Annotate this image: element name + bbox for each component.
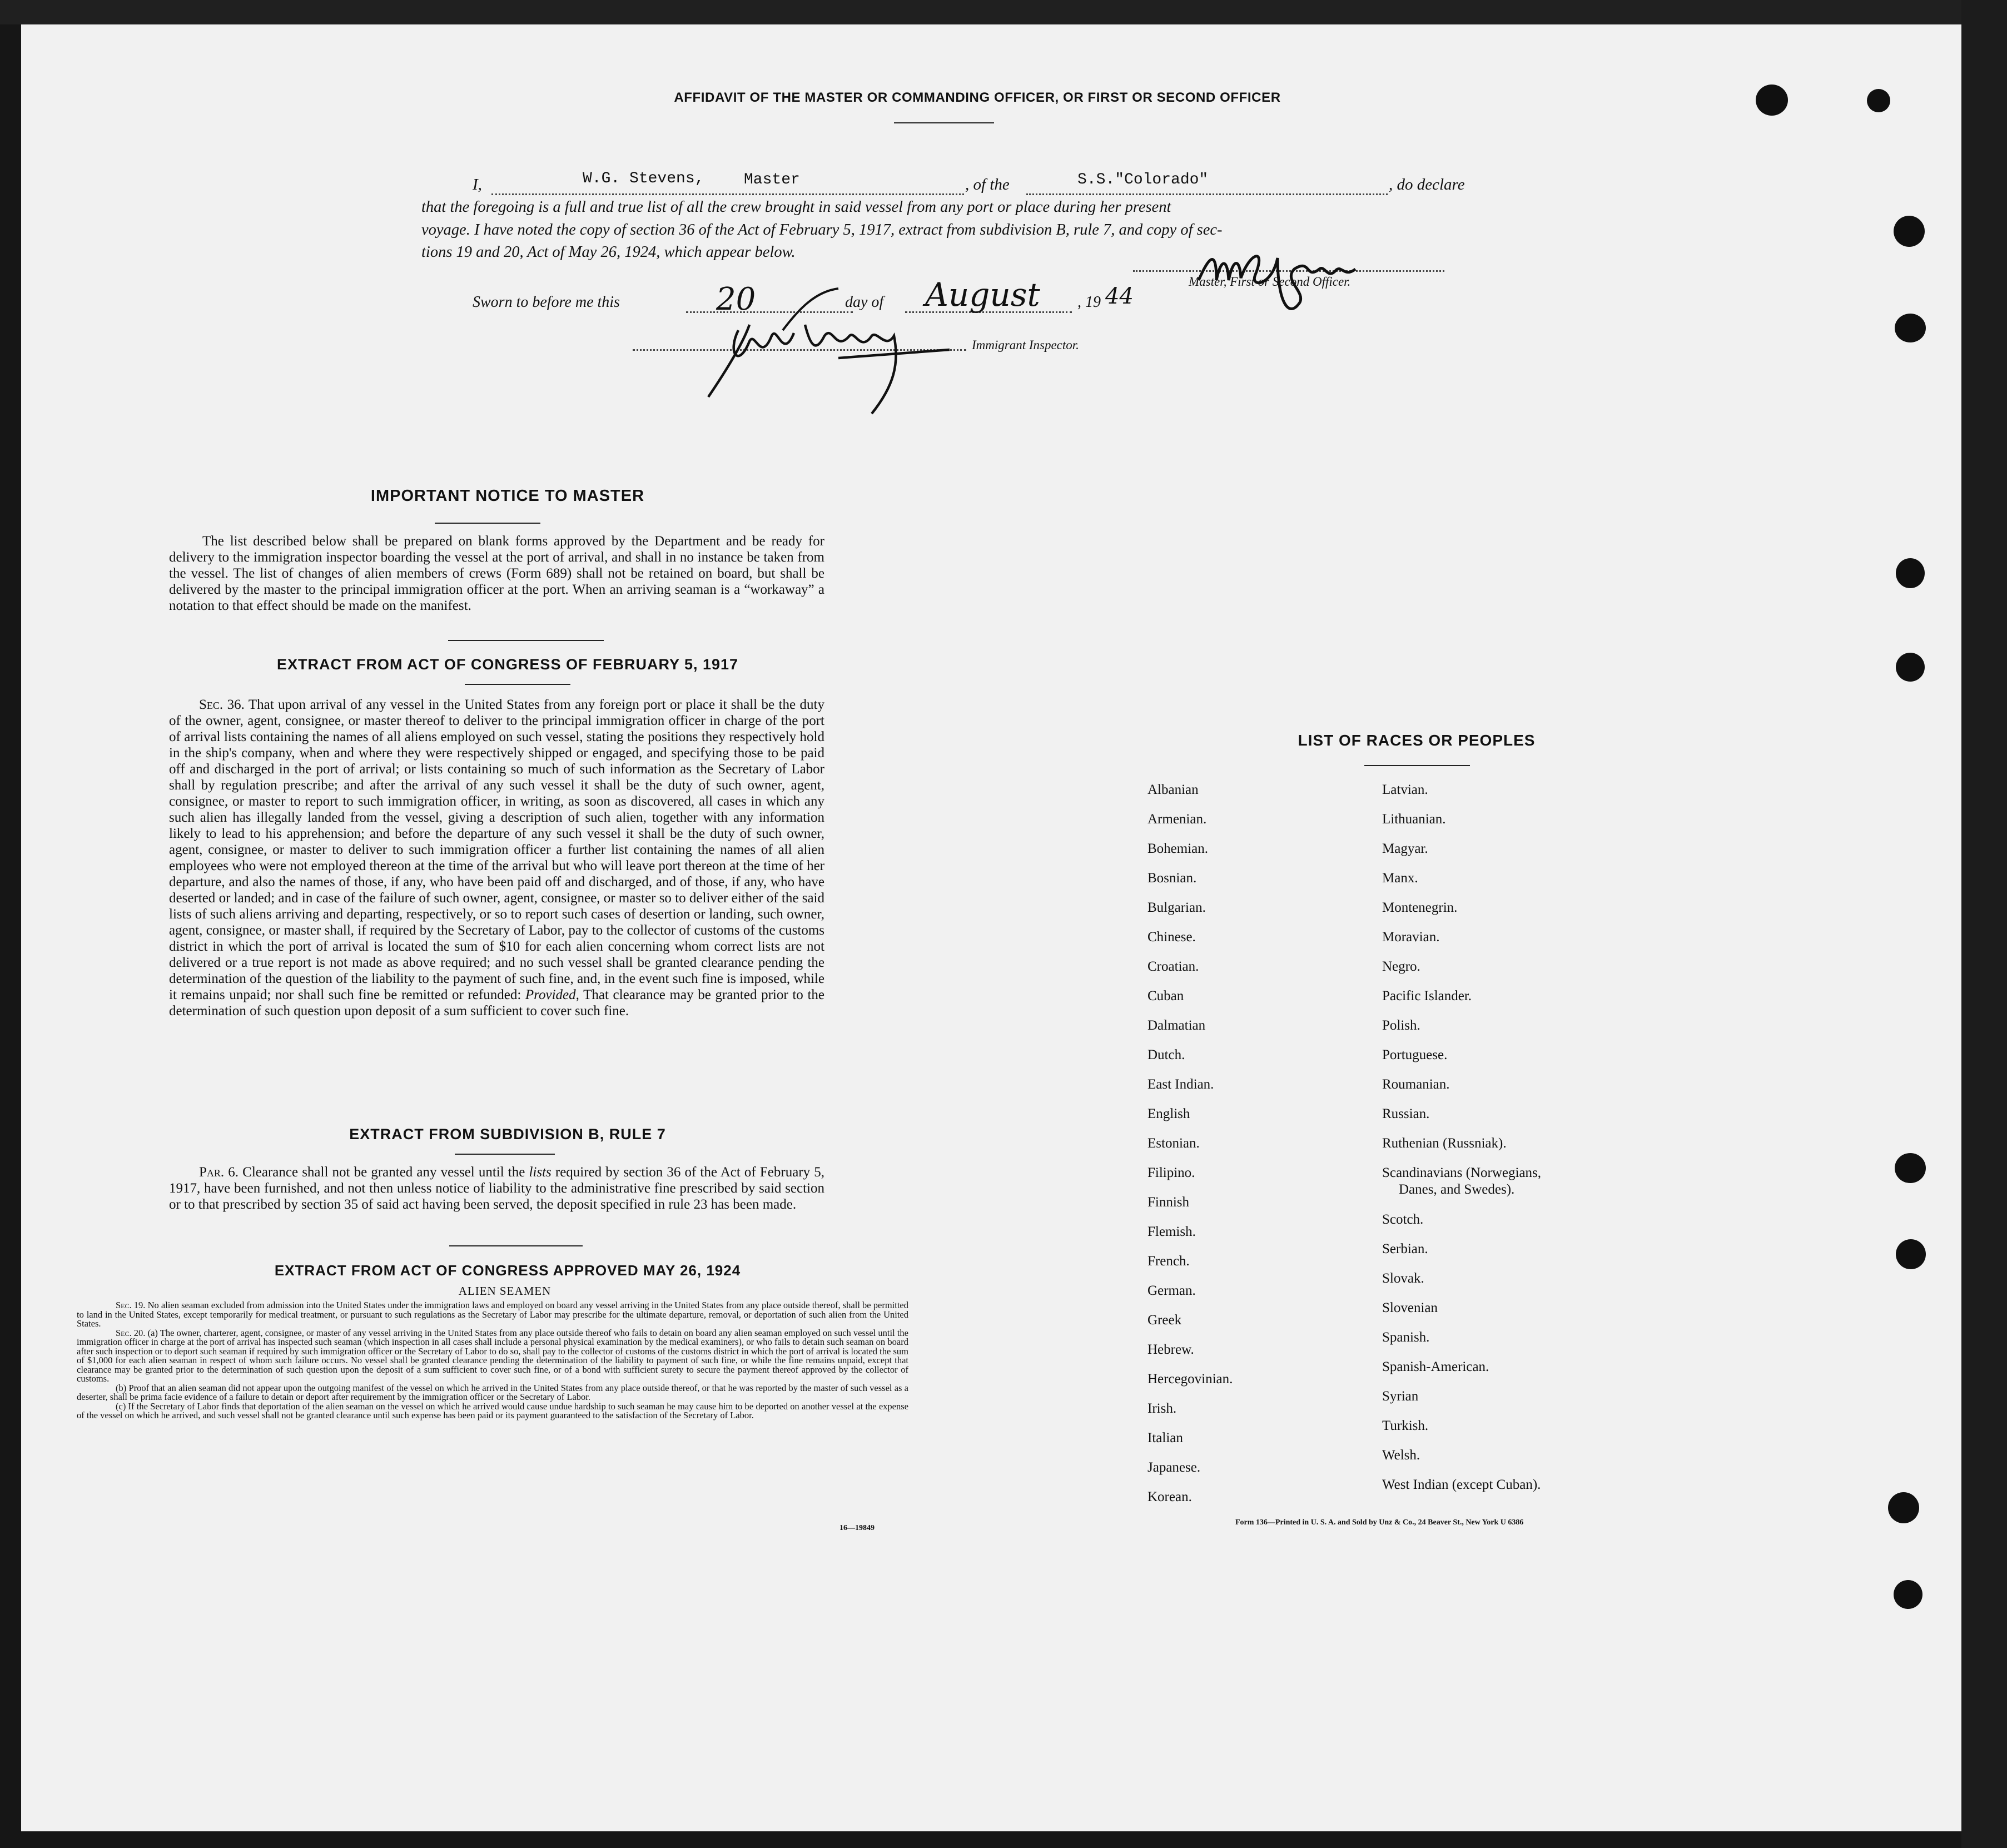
race-item: Negro. xyxy=(1382,959,1420,974)
race-item: Bulgarian. xyxy=(1147,900,1206,915)
sec-20a-paragraph xyxy=(77,1329,908,1384)
race-item: Filipino. xyxy=(1147,1165,1195,1180)
race-item: Roumanian. xyxy=(1382,1077,1450,1092)
race-item: Dalmatian xyxy=(1147,1018,1206,1033)
sec-36-provided: Provided, xyxy=(525,987,579,1002)
rule7-title-rule xyxy=(455,1154,555,1155)
sworn-month: August xyxy=(925,276,1040,314)
notice-end-rule xyxy=(448,640,604,641)
races-title: LIST OF RACES OR PEOPLES xyxy=(1298,732,1536,749)
rule7-text xyxy=(169,1164,824,1213)
form-code: 16—19849 xyxy=(839,1524,875,1532)
rule7-title: EXTRACT FROM SUBDIVISION B, RULE 7 xyxy=(349,1126,666,1142)
vessel-name: S.S."Colorado" xyxy=(1077,171,1209,188)
race-item: West Indian (except Cuban). xyxy=(1382,1477,1541,1492)
race-item: Manx. xyxy=(1382,871,1418,886)
race-item: Russian. xyxy=(1382,1106,1430,1121)
race-item: Montenegrin. xyxy=(1382,900,1458,915)
race-item: Bohemian. xyxy=(1147,841,1209,856)
race-item: Dutch. xyxy=(1147,1047,1185,1062)
sec-36-end: That clearance may be granted prior to the determination of such question upon deposit of a sum sufficient to cover such fine. xyxy=(169,987,824,1019)
race-item: Turkish. xyxy=(1382,1418,1429,1433)
punch-hole xyxy=(1894,216,1925,247)
sec-20a-body: (a) The owner, charterer, agent, consignee, or master of any vessel arriving in the United States from any place outside thereof who fails to detain on board any alien seaman employed on such vessel until the immigration officer in charge at the port of arrival has inspected such seaman (which inspection in all cases shall include a personal physical examination by the medical examiners), or who fails to detain such seaman on board after such inspection or to deport such seaman if required by such immigration officer or the Secretary of Labor to do so, shall pay to the collector of customs of the customs district in which the port of arrival is located the sum of $1,000 for each alien seaman in respect of whom such failure occurs. No vessel shall be granted clearance pending the determination of the liability to payment of such fine, or while the fine remains unpaid, except that clearance may be granted prior to the determination of such question upon the deposit of a sum sufficient to cover such fine, or of a bond with sufficient surety to secure the payment thereof approved by the collector of customs. xyxy=(77,1327,908,1384)
inspector-signature xyxy=(705,308,966,419)
race-item: Cuban xyxy=(1147,988,1184,1004)
extract-1924-subtitle: ALIEN SEAMEN xyxy=(458,1284,552,1298)
extract-1917-title-rule xyxy=(465,684,570,685)
race-item: Slovenian xyxy=(1382,1300,1438,1315)
document-page xyxy=(21,24,1961,1831)
race-item: Danes, and Swedes). xyxy=(1399,1182,1515,1197)
affidavit-title: AFFIDAVIT OF THE MASTER OR COMMANDING OFFICER, OR FIRST OR SECOND OFFICER xyxy=(674,90,1281,105)
race-item: Korean. xyxy=(1147,1489,1192,1504)
punch-hole xyxy=(1867,89,1890,112)
par-6-body-a: Clearance shall not be granted any vessel until the xyxy=(242,1165,525,1180)
race-item: Polish. xyxy=(1382,1018,1420,1033)
race-item: Greek xyxy=(1147,1313,1182,1328)
sworn-label: Sworn to before me this xyxy=(473,294,620,311)
scan-right-border xyxy=(1961,0,2007,1848)
race-item: Spanish. xyxy=(1382,1330,1430,1345)
notice-title-rule xyxy=(435,523,540,524)
race-item: Slovak. xyxy=(1382,1271,1424,1286)
race-item: Pacific Islander. xyxy=(1382,988,1472,1004)
extract-1917-text xyxy=(169,697,824,1019)
affidavit-line-2: that the foregoing is a full and true list of all the crew brought in said vessel from any port or place during her present xyxy=(421,198,1171,216)
races-right-column xyxy=(1382,775,1660,1499)
punch-hole xyxy=(1895,1153,1926,1183)
race-item: Japanese. xyxy=(1147,1460,1201,1475)
sec-36-label: Sec. 36. xyxy=(199,697,245,712)
sec-20-label: Sec. 20. xyxy=(116,1327,146,1338)
race-item: Albanian xyxy=(1147,782,1199,797)
race-item: Flemish. xyxy=(1147,1224,1196,1239)
punch-hole xyxy=(1756,85,1788,116)
affidavit-line-3: voyage. I have noted the copy of section 36 of the Act of February 5, 1917, extract from subdivision B, rule 7, and copy of sec- xyxy=(421,221,1223,239)
master-name: W.G. Stevens, xyxy=(583,170,704,187)
vessel-name-dots xyxy=(1026,193,1388,195)
race-item: Syrian xyxy=(1382,1389,1419,1404)
race-item: Scotch. xyxy=(1382,1212,1424,1227)
master-title: Master xyxy=(744,171,800,188)
punch-hole xyxy=(1896,1239,1926,1269)
race-item: French. xyxy=(1147,1254,1190,1269)
extract-1924-text xyxy=(77,1301,908,1420)
extract-1924-title: EXTRACT FROM ACT OF CONGRESS APPROVED MAY 26, 1924 xyxy=(274,1262,741,1279)
race-item: Moravian. xyxy=(1382,930,1440,945)
affidavit-i-label: I, xyxy=(473,176,482,193)
punch-hole xyxy=(1895,314,1926,342)
races-title-rule xyxy=(1364,765,1470,766)
race-item: Lithuanian. xyxy=(1382,812,1446,827)
punch-hole xyxy=(1888,1492,1919,1523)
affidavit-line-4: tions 19 and 20, Act of May 26, 1924, which appear below. xyxy=(421,244,796,261)
inspector-label: Immigrant Inspector. xyxy=(972,338,1079,352)
race-item: Latvian. xyxy=(1382,782,1428,797)
sworn-day: 20 xyxy=(716,281,756,317)
par-6-label: Par. 6. xyxy=(199,1165,239,1180)
race-item: Chinese. xyxy=(1147,930,1196,945)
race-item: Scandinavians (Norwegians, xyxy=(1382,1165,1542,1180)
sec-36-body: That upon arrival of any vessel in the United States from any foreign port or place it shall be the duty of the owner, agent, consignee, or master thereof to deliver to the principal immigration officer in charge of the port of arrival lists containing the names of all aliens employed on such vessel, stating the positions they respectively hold in the ship's company, when and where they were respectively shipped or engaged, and specifying those to be paid off and discharged in the port of arrival; or lists containing so much of such information as the Secretary of Labor shall by regulation prescribe; and after the arrival of any such vessel it shall be the duty of such owner, agent, consignee, or master to report to such immigration officer, in writing, as soon as discovered, all cases in which any such alien has illegally landed from the vessel, giving a description of such alien, together with any information likely to lead to his apprehension; and before the departure of any such vessel it shall be the duty of such owner, agent, consignee, or master to deliver to such immigration officer a further list containing the names of all alien employees who were not employed thereon at the time of the arrival but who will leave port thereon at the time of her departure, and also the names of those, if any, who have been paid off and discharged, and of those, if any, who have deserted or landed; and in case of the failure of such owner, agent, consignee, or master so to deliver either of the said lists of such aliens arriving and departing, respectively, or so to report such cases of desertion or landing, such owner, agent, consignee, or master shall, if required by the Secretary of Labor, pay to the collector of customs of the customs district in which the port of arrival is located the sum of $10 for each alien concerning whom correct lists are not delivered or a true report is not made as above required; and no such vessel shall be granted clearance pending the determination of the question of the liability to the payment of such fine, and, in the event such fine is imposed, while it remains unpaid; nor shall such fine be remitted or refunded: xyxy=(169,697,824,1002)
extract-1917-title: EXTRACT FROM ACT OF CONGRESS OF FEBRUARY 5, 1917 xyxy=(276,656,739,673)
race-item: Magyar. xyxy=(1382,841,1428,856)
scan-top-border xyxy=(0,0,2007,24)
race-item: Bosnian. xyxy=(1147,871,1197,886)
race-item: Ruthenian (Russniak). xyxy=(1382,1136,1507,1151)
printer-footer: Form 136—Printed in U. S. A. and Sold by Unz & Co., 24 Beaver St., New York U 6386 xyxy=(1235,1518,1524,1527)
race-item: Spanish-American. xyxy=(1382,1359,1489,1374)
race-item: Armenian. xyxy=(1147,812,1207,827)
race-item: Serbian. xyxy=(1382,1241,1428,1256)
race-item: East Indian. xyxy=(1147,1077,1214,1092)
sec-19-body: No alien seaman excluded from admission into the United States under the immigration laws and employed on board any vessel arriving in the United States from any place outside thereof, shall be permitted to land in the United States, except temporarily for medical treatment, or pursuant to such regulations as the Secretary of Labor may prescribe for the ultimate departure, removal, or deportation of such alien from the United States. xyxy=(77,1300,908,1329)
year-prefix: , 19 xyxy=(1077,294,1101,311)
punch-hole xyxy=(1894,1580,1922,1609)
race-item: Welsh. xyxy=(1382,1448,1420,1463)
notice-text: The list described below shall be prepared on blank forms approved by the Department and be ready for delivery to the immigration inspector boarding the vessel at the port of arrival, and shall in no instance be taken from the vessel. The list of changes of alien members of crews (Form 689) shall not be retained on board, but shall be delivered by the master to the principal immigration officer at the port. When an arriving seaman is a “workaway” a notation to that effect should be made on the manifest. xyxy=(169,534,824,613)
rule7-end-rule xyxy=(449,1245,583,1246)
punch-hole xyxy=(1896,653,1925,682)
race-item: Hercegovinian. xyxy=(1147,1372,1233,1387)
sec-19-label: Sec. 19. xyxy=(116,1300,146,1310)
sec-20c-paragraph: (c) If the Secretary of Labor finds that deportation of the alien seaman on the vessel on which he arrived would cause undue hardship to such seaman he may cause him to be deported on another vessel at the expense of the vessel on which he arrived, and such vessel shall not be granted clearance until such expense has been paid or its payment guaranteed to the satisfaction of the Secretary of Labor. xyxy=(77,1400,908,1420)
master-signature-label: Master, First or Second Officer. xyxy=(1189,275,1351,289)
race-item: Irish. xyxy=(1147,1401,1177,1416)
race-item: Estonian. xyxy=(1147,1136,1200,1151)
par-6-body-b: required by section 36 of the Act of February 5, 1917, have been furnished, and not then unless notice of liability to the administrative fine prescribed by said section or to that prescribed by section 35 of said act having been served, the deposit specified in rule 23 has been made. xyxy=(169,1165,824,1212)
of-the-label: , of the xyxy=(965,176,1010,193)
notice-title: IMPORTANT NOTICE TO MASTER xyxy=(370,487,645,505)
race-item: Portuguese. xyxy=(1382,1047,1448,1062)
affidavit-title-rule xyxy=(894,122,994,123)
punch-hole xyxy=(1896,558,1925,588)
par-6-lists: lists xyxy=(529,1165,552,1180)
race-item: Italian xyxy=(1147,1430,1183,1445)
race-item: English xyxy=(1147,1106,1190,1121)
sec-19-paragraph xyxy=(77,1301,908,1329)
day-of-label: day of xyxy=(845,294,884,311)
sworn-year: 44 xyxy=(1105,284,1134,309)
race-item: Finnish xyxy=(1147,1195,1190,1210)
race-item: Hebrew. xyxy=(1147,1342,1194,1357)
sec-20b-paragraph: (b) Proof that an alien seaman did not appear upon the outgoing manifest of the vessel on which he arrived in the United States from any place outside thereof, or that he was reported by the master of such vessel as a deserter, shall be prima facie evidence of a failure to detain or deport after requirement by the immigration officer or the Secretary of Labor. xyxy=(77,1382,908,1402)
races-left-column xyxy=(1147,775,1370,1512)
race-item: Croatian. xyxy=(1147,959,1199,974)
do-declare-label: , do declare xyxy=(1389,176,1465,193)
race-item: German. xyxy=(1147,1283,1196,1298)
master-name-dots xyxy=(491,193,964,195)
